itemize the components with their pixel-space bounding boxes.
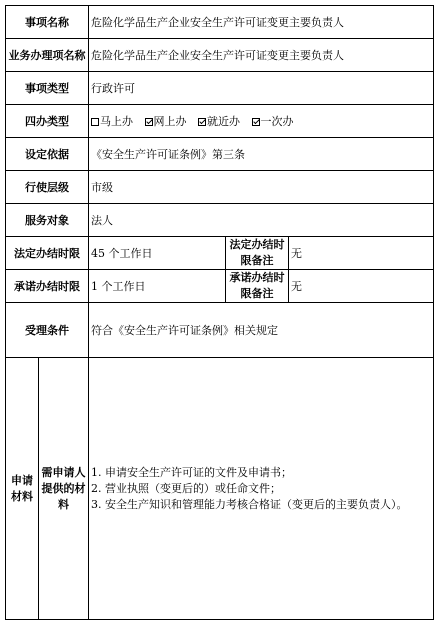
material-item: 1. 申请安全生产许可证的文件及申请书； [91, 465, 292, 479]
option-once [252, 113, 294, 129]
row-business-name [6, 39, 434, 72]
option-online [145, 113, 187, 129]
row-target [6, 204, 434, 237]
row-item-type [6, 72, 434, 105]
legal-limit-value: 45 个工作日 [89, 237, 226, 270]
legal-limit-label: 法定办结时限 [6, 237, 89, 270]
option-online-label: 网上办 [153, 115, 187, 128]
material-item: 2. 营业执照（变更后的）或任命文件； [91, 481, 281, 495]
level-value: 市级 [89, 171, 434, 204]
option-once-label: 一次办 [260, 115, 294, 128]
row-level [6, 171, 434, 204]
row-promise-limit [6, 270, 434, 303]
row-item-name [6, 6, 434, 39]
target-label: 服务对象 [6, 204, 89, 237]
item-type-value: 行政许可 [89, 72, 434, 105]
basis-value: 《安全生产许可证条例》第三条 [89, 138, 434, 171]
four-types-options [89, 105, 434, 138]
legal-limit-note-value: 无 [289, 237, 434, 270]
checkbox-unchecked-icon [91, 118, 99, 126]
row-four-types [6, 105, 434, 138]
material-item: 3. 安全生产知识和管理能力考核合格证（变更后的主要负责人）。 [91, 497, 408, 511]
promise-limit-value: 1 个工作日 [89, 270, 226, 303]
item-info-table [5, 5, 434, 620]
materials-label: 申请材料 [6, 358, 39, 620]
basis-label: 设定依据 [6, 138, 89, 171]
business-name-label: 业务办理项名称 [6, 39, 89, 72]
four-types-label: 四办类型 [6, 105, 89, 138]
item-name-value: 危险化学品生产企业安全生产许可证变更主要负责人 [89, 6, 434, 39]
business-name-value: 危险化学品生产企业安全生产许可证变更主要负责人 [89, 39, 434, 72]
target-value: 法人 [89, 204, 434, 237]
checkbox-checked-icon [198, 118, 206, 126]
conditions-value: 符合《安全生产许可证条例》相关规定 [89, 303, 434, 358]
row-legal-limit [6, 237, 434, 270]
materials-sub-label: 需申请人提供的材料 [39, 358, 89, 620]
legal-limit-note-label: 法定办结时限备注 [226, 237, 289, 270]
row-conditions [6, 303, 434, 358]
checkbox-checked-icon [252, 118, 260, 126]
option-immediate-label: 马上办 [100, 115, 133, 128]
level-label: 行使层级 [6, 171, 89, 204]
checkbox-checked-icon [145, 118, 153, 126]
option-nearby [198, 113, 240, 129]
row-basis [6, 138, 434, 171]
option-immediate [91, 113, 133, 129]
promise-limit-note-value: 无 [289, 270, 434, 303]
option-nearby-label: 就近办 [207, 115, 240, 128]
item-type-label: 事项类型 [6, 72, 89, 105]
materials-list [89, 358, 434, 620]
promise-limit-label: 承诺办结时限 [6, 270, 89, 303]
item-name-label: 事项名称 [6, 6, 89, 39]
conditions-label: 受理条件 [6, 303, 89, 358]
row-materials [6, 358, 434, 620]
promise-limit-note-label: 承诺办结时限备注 [226, 270, 289, 303]
